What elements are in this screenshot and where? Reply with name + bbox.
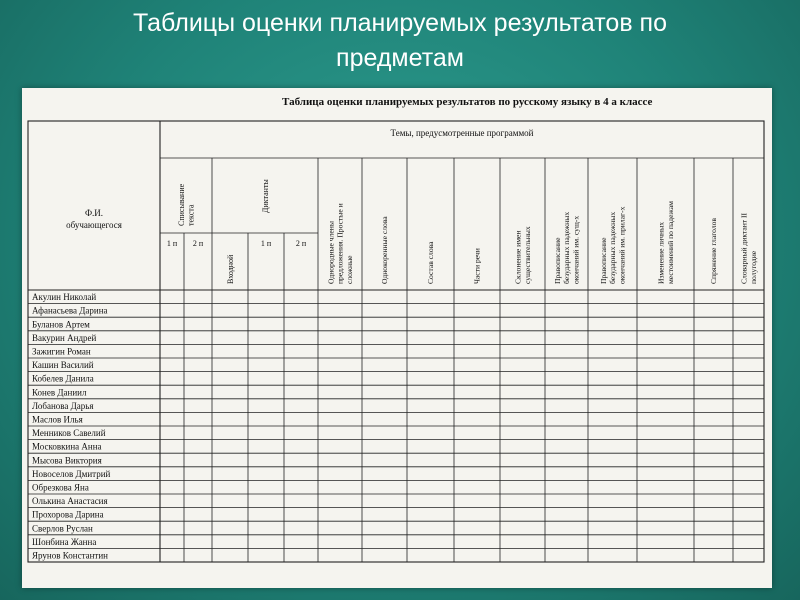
name-header-line-2: обучающегося bbox=[66, 220, 122, 230]
student-name: Сверлов Руслан bbox=[32, 523, 93, 534]
student-name: Зажигин Роман bbox=[32, 346, 91, 357]
student-name: Шонбина Жанна bbox=[32, 536, 97, 547]
student-name: Ярунов Константин bbox=[32, 550, 108, 561]
slide-title bbox=[40, 6, 760, 76]
topic-verb-conjugation-line: Спряжение глаголов bbox=[709, 217, 719, 284]
student-name: Кашин Василий bbox=[32, 360, 94, 371]
student-name: Новоселов Дмитрий bbox=[32, 468, 111, 479]
subheader-dictation-2: 2 п bbox=[295, 239, 307, 248]
topic-pronouns bbox=[657, 201, 675, 284]
topic-vocabulary-dictation bbox=[740, 212, 758, 284]
student-name: Кобелев Данила bbox=[32, 373, 94, 384]
slide-title-line-1: Таблицы оценки планируемых результатов по bbox=[133, 9, 667, 37]
topic-pronouns-line: местоимений по падежам bbox=[665, 201, 675, 284]
topic-vocabulary-dictation-line: полугодие bbox=[748, 250, 758, 284]
student-name: Прохорова Дарина bbox=[32, 509, 104, 520]
topic-adjective-endings bbox=[599, 206, 626, 284]
scanned-document bbox=[22, 88, 772, 588]
topic-word-structure bbox=[426, 241, 435, 284]
student-name: Афанасьева Дарина bbox=[32, 305, 108, 316]
student-name: Обрезкова Яна bbox=[32, 482, 89, 493]
student-name: Буланов Артем bbox=[32, 319, 90, 330]
topic-cognate-words-line: Однокоренные слова bbox=[380, 216, 390, 284]
topic-homogeneous-members-line: сложные bbox=[344, 255, 354, 284]
topic-parts-of-speech bbox=[473, 248, 482, 284]
topic-noun-declension bbox=[514, 226, 532, 284]
topic-word-structure-line: Состав слова bbox=[426, 241, 436, 284]
topic-vocabulary-dictation-line: Словарный диктант II bbox=[739, 212, 749, 284]
subheader-copying-1: 1 п bbox=[166, 239, 178, 248]
student-name: Лобанова Дарья bbox=[32, 400, 94, 411]
subheader-dictation-entry-line: Входной bbox=[225, 254, 235, 284]
topic-noun-declension-line: Склонение имен bbox=[513, 230, 523, 284]
student-name: Вакурин Андрей bbox=[32, 332, 97, 343]
student-name: Московкина Анна bbox=[32, 441, 102, 452]
topic-parts-of-speech-line: Части речи bbox=[472, 248, 482, 284]
student-name: Конев Даниил bbox=[32, 387, 87, 398]
column-group-dictations-line: Диктанты bbox=[260, 179, 270, 213]
column-group-copying-line: Списывание bbox=[177, 183, 187, 226]
topic-adjective-endings-line: Правописание bbox=[599, 237, 609, 284]
student-name: Акулин Николай bbox=[32, 292, 97, 303]
topic-homogeneous-members-line: предложения. Простые и bbox=[335, 203, 345, 284]
student-name: Олькина Анастасия bbox=[32, 496, 108, 507]
slide-title-line-2: предметам bbox=[336, 44, 464, 72]
themes-header: Темы, предусмотренные программой bbox=[390, 128, 534, 138]
topic-verb-conjugation bbox=[709, 218, 718, 284]
topic-noun-endings-line: окончаний им. сущ-х bbox=[571, 215, 581, 284]
topic-noun-declension-line: существительных bbox=[522, 226, 532, 284]
topic-homogeneous-members bbox=[327, 203, 354, 284]
column-group-copying bbox=[177, 183, 196, 226]
subheader-copying-2: 2 п bbox=[192, 239, 204, 248]
student-name: Менников Савелий bbox=[32, 428, 106, 439]
document-title: Таблица оценки планируемых результатов по русскому языку в 4 а классе bbox=[282, 96, 653, 108]
subheader-dictation-1: 1 п bbox=[260, 239, 272, 248]
student-name: Маслов Илья bbox=[32, 414, 83, 425]
assessment-table bbox=[22, 88, 772, 588]
topic-adjective-endings-line: безударных падежных bbox=[608, 211, 618, 284]
student-name: Мысова Виктория bbox=[32, 455, 102, 466]
topic-noun-endings bbox=[553, 212, 580, 284]
topic-cognate-words bbox=[380, 216, 389, 284]
name-header-line-1: Ф.И. bbox=[84, 208, 104, 218]
topic-homogeneous-members-line: Однородные члены bbox=[326, 221, 336, 284]
topic-noun-endings-line: Правописание bbox=[553, 237, 563, 284]
table-border bbox=[28, 121, 764, 562]
topic-pronouns-line: Изменение личных bbox=[656, 221, 666, 284]
subheader-dictation-entry bbox=[226, 254, 235, 284]
topic-adjective-endings-line: окончаний им. прилаг-х bbox=[617, 206, 627, 284]
column-group-dictations bbox=[261, 179, 270, 213]
column-group-copying-line: текста bbox=[186, 204, 196, 226]
topic-noun-endings-line: безударных падежных bbox=[562, 211, 572, 284]
